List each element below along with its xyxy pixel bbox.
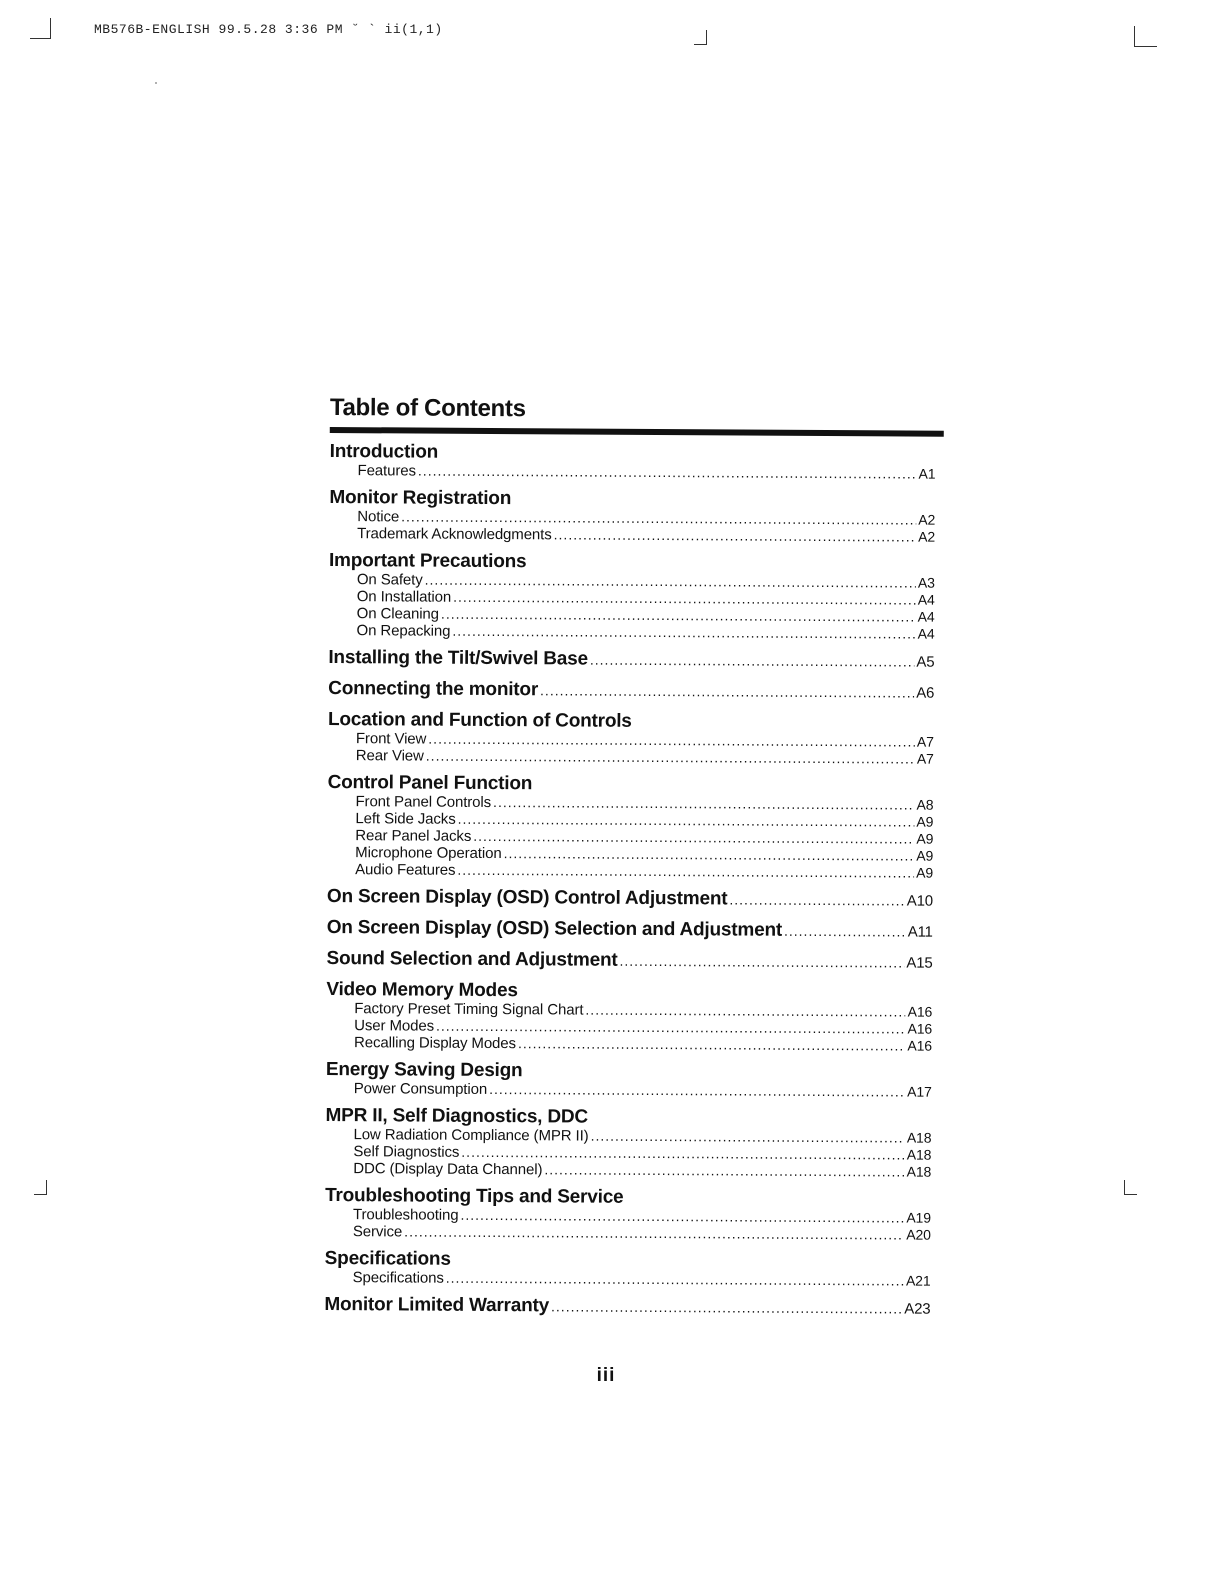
page-ref: A7 xyxy=(916,733,934,750)
toc-entry[interactable] xyxy=(325,1269,939,1290)
page-ref: A21 xyxy=(905,1272,931,1289)
dot-leader xyxy=(457,862,914,881)
toc-main-entry[interactable] xyxy=(324,1294,938,1321)
toc-main-entry[interactable] xyxy=(328,678,942,705)
toc-section xyxy=(326,979,940,1055)
toc-section xyxy=(328,647,942,674)
dot-leader xyxy=(461,1144,905,1163)
page-ref: A4 xyxy=(917,608,935,625)
toc-entry[interactable] xyxy=(325,1160,939,1181)
toc-section xyxy=(328,678,942,705)
page-ref: A23 xyxy=(904,1300,931,1318)
page-ref: A11 xyxy=(907,923,933,941)
dot-leader xyxy=(446,1270,904,1289)
toc-title: Table of Contents xyxy=(329,394,526,423)
toc-entry-label: Service xyxy=(352,1223,403,1241)
page-ref: A3 xyxy=(917,574,935,591)
toc-main-entry[interactable] xyxy=(328,647,942,674)
toc-entry-label: Factory Preset Timing Signal Chart xyxy=(354,1000,584,1019)
toc-section-title: Sound Selection and Adjustment xyxy=(326,947,618,971)
toc-entry-label: Front View xyxy=(355,730,427,748)
toc-main-entry[interactable] xyxy=(326,948,940,975)
toc-section xyxy=(329,441,943,483)
toc-section-title: Monitor Limited Warranty xyxy=(324,1293,550,1317)
toc-section xyxy=(324,1294,938,1321)
toc-entry-label: Notice xyxy=(357,508,400,526)
toc-entry[interactable] xyxy=(329,622,943,643)
page-ref: A16 xyxy=(907,1003,933,1020)
page-ref: A17 xyxy=(907,1083,932,1100)
toc-entry-label: On Repacking xyxy=(356,622,451,640)
toc-section-title: Troubleshooting Tips and Service xyxy=(325,1184,624,1208)
toc-section xyxy=(325,1185,939,1244)
dot-leader xyxy=(473,828,914,847)
toc-section xyxy=(325,1105,939,1181)
page-ref: A19 xyxy=(906,1209,932,1226)
page-ref: A18 xyxy=(906,1129,932,1146)
dot-leader xyxy=(436,1018,906,1037)
toc-entry[interactable] xyxy=(329,525,943,546)
toc-entry[interactable] xyxy=(326,1034,940,1055)
dot-leader xyxy=(425,572,916,591)
dot-leader xyxy=(489,1081,905,1100)
toc-entry-label: Microphone Operation xyxy=(355,844,502,863)
page-ref: A16 xyxy=(907,1037,933,1054)
toc-section-title: Installing the Tilt/Swivel Base xyxy=(328,646,588,670)
dot-leader xyxy=(585,1002,905,1020)
toc-section-title: Introduction xyxy=(329,440,439,463)
dot-leader xyxy=(401,508,916,527)
dot-leader xyxy=(428,731,915,750)
toc-entry-label: User Modes xyxy=(354,1017,435,1035)
dot-leader xyxy=(404,1223,904,1242)
dot-leader xyxy=(453,589,916,608)
toc-section-title: Control Panel Function xyxy=(327,771,533,795)
dot-leader xyxy=(544,1161,904,1179)
toc-section xyxy=(327,886,941,913)
page-ref: A9 xyxy=(916,847,934,864)
toc-section-title: Energy Saving Design xyxy=(325,1058,523,1082)
page-ref: A5 xyxy=(916,653,935,671)
page-ref: A18 xyxy=(906,1163,932,1180)
toc-entry-label: On Installation xyxy=(356,588,452,606)
page-ref: A2 xyxy=(918,528,936,545)
toc-entry[interactable] xyxy=(328,747,942,768)
toc-section-title: Location and Function of Controls xyxy=(327,708,632,732)
crop-mark-top-center xyxy=(694,30,707,45)
crop-mark-top-left xyxy=(30,18,51,39)
dot-leader xyxy=(493,794,915,813)
toc-section xyxy=(329,487,943,546)
toc-entry-label: Self Diagnostics xyxy=(353,1143,460,1161)
page-ref: A4 xyxy=(917,591,935,608)
page-ref: A7 xyxy=(916,750,934,767)
dot-leader xyxy=(590,649,915,673)
dot-leader xyxy=(551,1295,902,1319)
dot-leader xyxy=(504,845,915,864)
page-ref: A8 xyxy=(916,796,934,813)
toc-sections xyxy=(324,441,943,1321)
toc-section-title: On Screen Display (OSD) Selection and Adjustment xyxy=(326,916,783,941)
toc-section xyxy=(326,948,940,975)
toc-section-title: Video Memory Modes xyxy=(326,978,518,1002)
toc-entry-label: Features xyxy=(357,462,416,480)
toc-entry-label: Trademark Acknowledgments xyxy=(357,525,552,544)
page-ref: A1 xyxy=(918,465,936,482)
toc-section-title: Monitor Registration xyxy=(329,486,512,510)
toc-entry-label: On Cleaning xyxy=(356,605,440,623)
page-ref: A20 xyxy=(906,1226,931,1243)
crop-mark-bottom-left xyxy=(34,1180,47,1195)
print-header: MB576B-ENGLISH 99.5.28 3:36 PM ˘ ` ii(1,1) xyxy=(94,22,443,37)
dot-leader xyxy=(452,623,915,642)
toc-section-title: On Screen Display (OSD) Control Adjustment xyxy=(326,885,728,910)
dot-leader xyxy=(540,679,914,703)
toc-entry-label: Rear Panel Jacks xyxy=(355,827,472,845)
toc-entry-label: Rear View xyxy=(355,747,424,765)
toc-section-title: Specifications xyxy=(324,1247,451,1270)
toc-entry[interactable] xyxy=(329,462,943,483)
dot-leader xyxy=(784,920,906,943)
dot-leader xyxy=(441,606,916,625)
page-ref: A9 xyxy=(916,813,934,830)
page-ref: A10 xyxy=(906,892,933,910)
toc-entry[interactable] xyxy=(326,1080,940,1101)
toc-entry-label: Low Radiation Compliance (MPR II) xyxy=(353,1126,589,1145)
toc-section xyxy=(325,1248,939,1290)
toc-entry-label: Specifications xyxy=(352,1269,444,1287)
dot-leader xyxy=(591,1128,905,1146)
dot-leader xyxy=(418,463,917,482)
toc-section-title: Important Precautions xyxy=(328,549,527,573)
toc-section xyxy=(328,709,942,768)
toc-section xyxy=(329,550,944,643)
toc-entry[interactable] xyxy=(327,861,941,882)
toc-entry-label: DDC (Display Data Channel) xyxy=(353,1160,543,1179)
toc-main-entry[interactable] xyxy=(327,917,941,944)
crop-mark-bottom-right xyxy=(1124,1180,1137,1195)
toc-section xyxy=(327,917,941,944)
dot-leader xyxy=(729,888,905,911)
dot-leader xyxy=(554,526,917,544)
toc-entry-label: On Safety xyxy=(356,571,423,589)
page-ref: A4 xyxy=(917,625,935,642)
page-ref: A15 xyxy=(906,954,933,972)
toc-entry-label: Front Panel Controls xyxy=(355,793,492,811)
page-ref: A6 xyxy=(916,684,935,702)
toc-entry-label: Power Consumption xyxy=(353,1080,488,1098)
toc-main-entry[interactable] xyxy=(327,886,941,913)
page-ref: A2 xyxy=(918,511,936,528)
table-of-contents xyxy=(324,394,944,1329)
dot-leader xyxy=(518,1035,906,1053)
toc-entry-label: Troubleshooting xyxy=(352,1206,459,1224)
dot-leader xyxy=(460,1207,904,1226)
dot-leader xyxy=(426,748,915,767)
toc-entry-label: Left Side Jacks xyxy=(355,810,456,828)
toc-section-title: MPR II, Self Diagnostics, DDC xyxy=(325,1104,589,1128)
page-ref: A16 xyxy=(907,1020,933,1037)
toc-section xyxy=(326,1059,940,1101)
title-rule xyxy=(330,427,944,437)
crop-mark-top-right xyxy=(1134,26,1157,47)
scan-speck xyxy=(155,82,157,84)
toc-entry-label: Audio Features xyxy=(355,861,456,879)
dot-leader xyxy=(458,811,915,830)
toc-entry[interactable] xyxy=(325,1223,939,1244)
dot-leader xyxy=(619,950,904,974)
page-number: iii xyxy=(596,1365,616,1386)
toc-entry-label: Recalling Display Modes xyxy=(353,1034,517,1053)
page-ref: A18 xyxy=(906,1146,932,1163)
page-ref: A9 xyxy=(916,864,934,881)
page-ref: A9 xyxy=(916,830,934,847)
toc-section-title: Connecting the monitor xyxy=(328,677,539,701)
toc-section xyxy=(327,772,942,882)
